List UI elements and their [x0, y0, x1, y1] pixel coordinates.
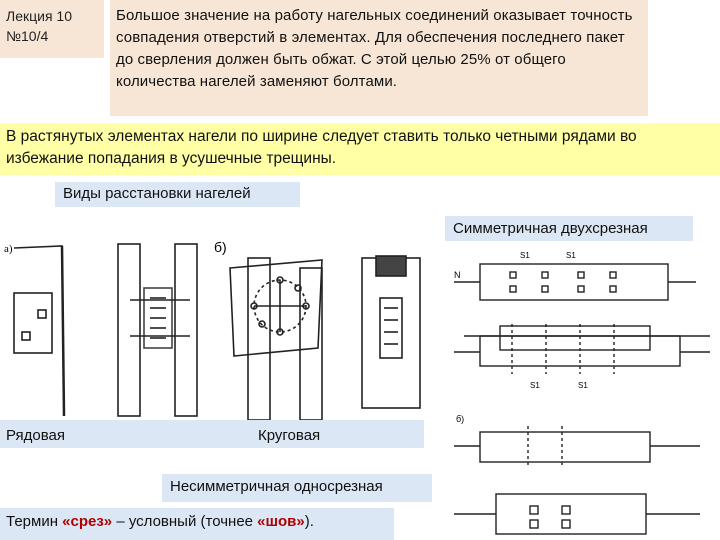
intro-paragraph: Большое значение на работу нагельных соединений оказывает точность совпадения отверстий в элементах. Для обеспечения последнего пакет до сверления должен быть обжат. С этой целью 25% от общего количества нагелей заменяют болтами. — [110, 0, 648, 116]
mark-s1: S1 — [520, 251, 530, 260]
mark-b2: б) — [456, 414, 465, 424]
drawing-symmetric — [450, 244, 716, 420]
drawing-asymmetric — [450, 410, 716, 540]
term-middle: – условный (точнее — [112, 513, 258, 530]
term-note — [0, 508, 394, 540]
mark-N: N — [454, 270, 461, 280]
mark-s1c: S1 — [530, 381, 540, 390]
mark-s1d: S1 — [578, 381, 588, 390]
label-circular: Круговая — [258, 427, 321, 444]
lecture-title: Лекция 10 — [6, 8, 72, 24]
label-symmetric: Симметричная двухсрезная — [445, 216, 693, 241]
slide-number: №10/4 — [6, 28, 49, 44]
label-kinds: Виды расстановки нагелей — [55, 182, 300, 207]
label-row-circular — [0, 420, 424, 448]
mark-b: б) — [214, 239, 227, 255]
rule-paragraph: В растянутых элементах нагели по ширине следует ставить только четными рядами во избежание попадания в усушечные трещины. — [0, 123, 720, 175]
mark-s1b: S1 — [566, 251, 576, 260]
term-shov: «шов» — [257, 513, 305, 530]
term-suffix: ). — [304, 513, 314, 530]
term-srez: «срез» — [62, 513, 113, 530]
mark-a: а) — [4, 243, 13, 255]
label-asymmetric: Несимметричная односрезная — [162, 474, 432, 502]
drawing-row-circular — [0, 238, 440, 420]
term-prefix: Термин — [6, 513, 63, 530]
label-row: Рядовая — [6, 427, 65, 444]
lecture-number-box — [0, 0, 104, 58]
